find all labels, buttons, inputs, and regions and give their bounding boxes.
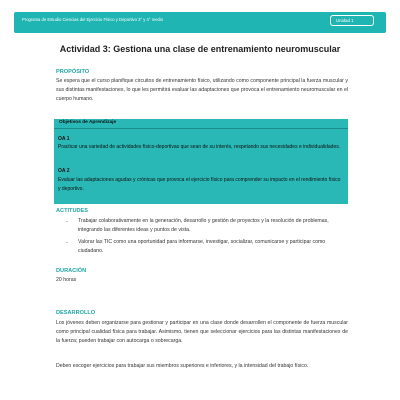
duracion-text: 20 horas bbox=[56, 277, 77, 283]
actitudes-heading: ACTITUDES bbox=[56, 208, 89, 214]
oa-text: Evaluar las adaptaciones agudas y crónicas que provoca el ejercicio físico para comprender su impacto en el rendimiento físico y deportivo. bbox=[58, 177, 341, 192]
objectives-title: Objetivos de Aprendizaje bbox=[59, 120, 117, 125]
desarrollo-heading: DESARROLLO bbox=[56, 310, 96, 316]
bullet-marker: - bbox=[66, 219, 68, 225]
program-title: Programa de Estudio Ciencias del Ejercicio Físico y Deportivo 3° y 4° medio bbox=[22, 17, 164, 22]
duracion-heading: DURACIÓN bbox=[56, 268, 87, 274]
unit-badge: Unidad 1 bbox=[330, 15, 374, 26]
oa-text: Practicar una variedad de actividades físico-deportivas que sean de su interés, respetando sus necesidades e individualidades. bbox=[58, 144, 341, 150]
bullet-marker: - bbox=[66, 240, 68, 246]
proposito-text: Se espera que el curso planifique circuitos de entrenamiento físico, utilizando como componente principal la fuerza muscular y sus distintas manifestaciones, lo que les permitirá evaluar las adaptaciones que provoca el entrenamiento neuromuscular en el cuerpo humano. bbox=[56, 78, 348, 102]
oa-label: OA 2 bbox=[58, 168, 70, 174]
desarrollo-paragraph: Deben escoger ejercicios para trabajar sus miembros superiores e inferiores, y la intensidad del trabajo físico. bbox=[56, 363, 309, 369]
activity-title: Actividad 3: Gestiona una clase de entrenamiento neuromuscular bbox=[59, 44, 341, 54]
actitud-item: Valorar las TIC como una oportunidad para informarse, investigar, socializar, comunicarse y participar como ciudadano. bbox=[78, 239, 326, 254]
proposito-heading: PROPÓSITO bbox=[56, 69, 90, 75]
desarrollo-paragraph: Los jóvenes deben organizarse para gestionar y participar en una clase donde desarrollen el componente de fuerza muscular como principal cualidad física para trabajar. Asimismo, tienen que seleccionar ejercicios para las distintas manifestaciones de la fuerza; pueden trabajar con autocarga o sobrecarga. bbox=[56, 320, 348, 344]
actitud-item: Trabajar colaborativamente en la generación, desarrollo y gestión de proyectos y la resolución de problemas, integrando las diferentes ideas y puntos de vista. bbox=[78, 218, 329, 233]
oa-label: OA 1 bbox=[58, 136, 70, 142]
